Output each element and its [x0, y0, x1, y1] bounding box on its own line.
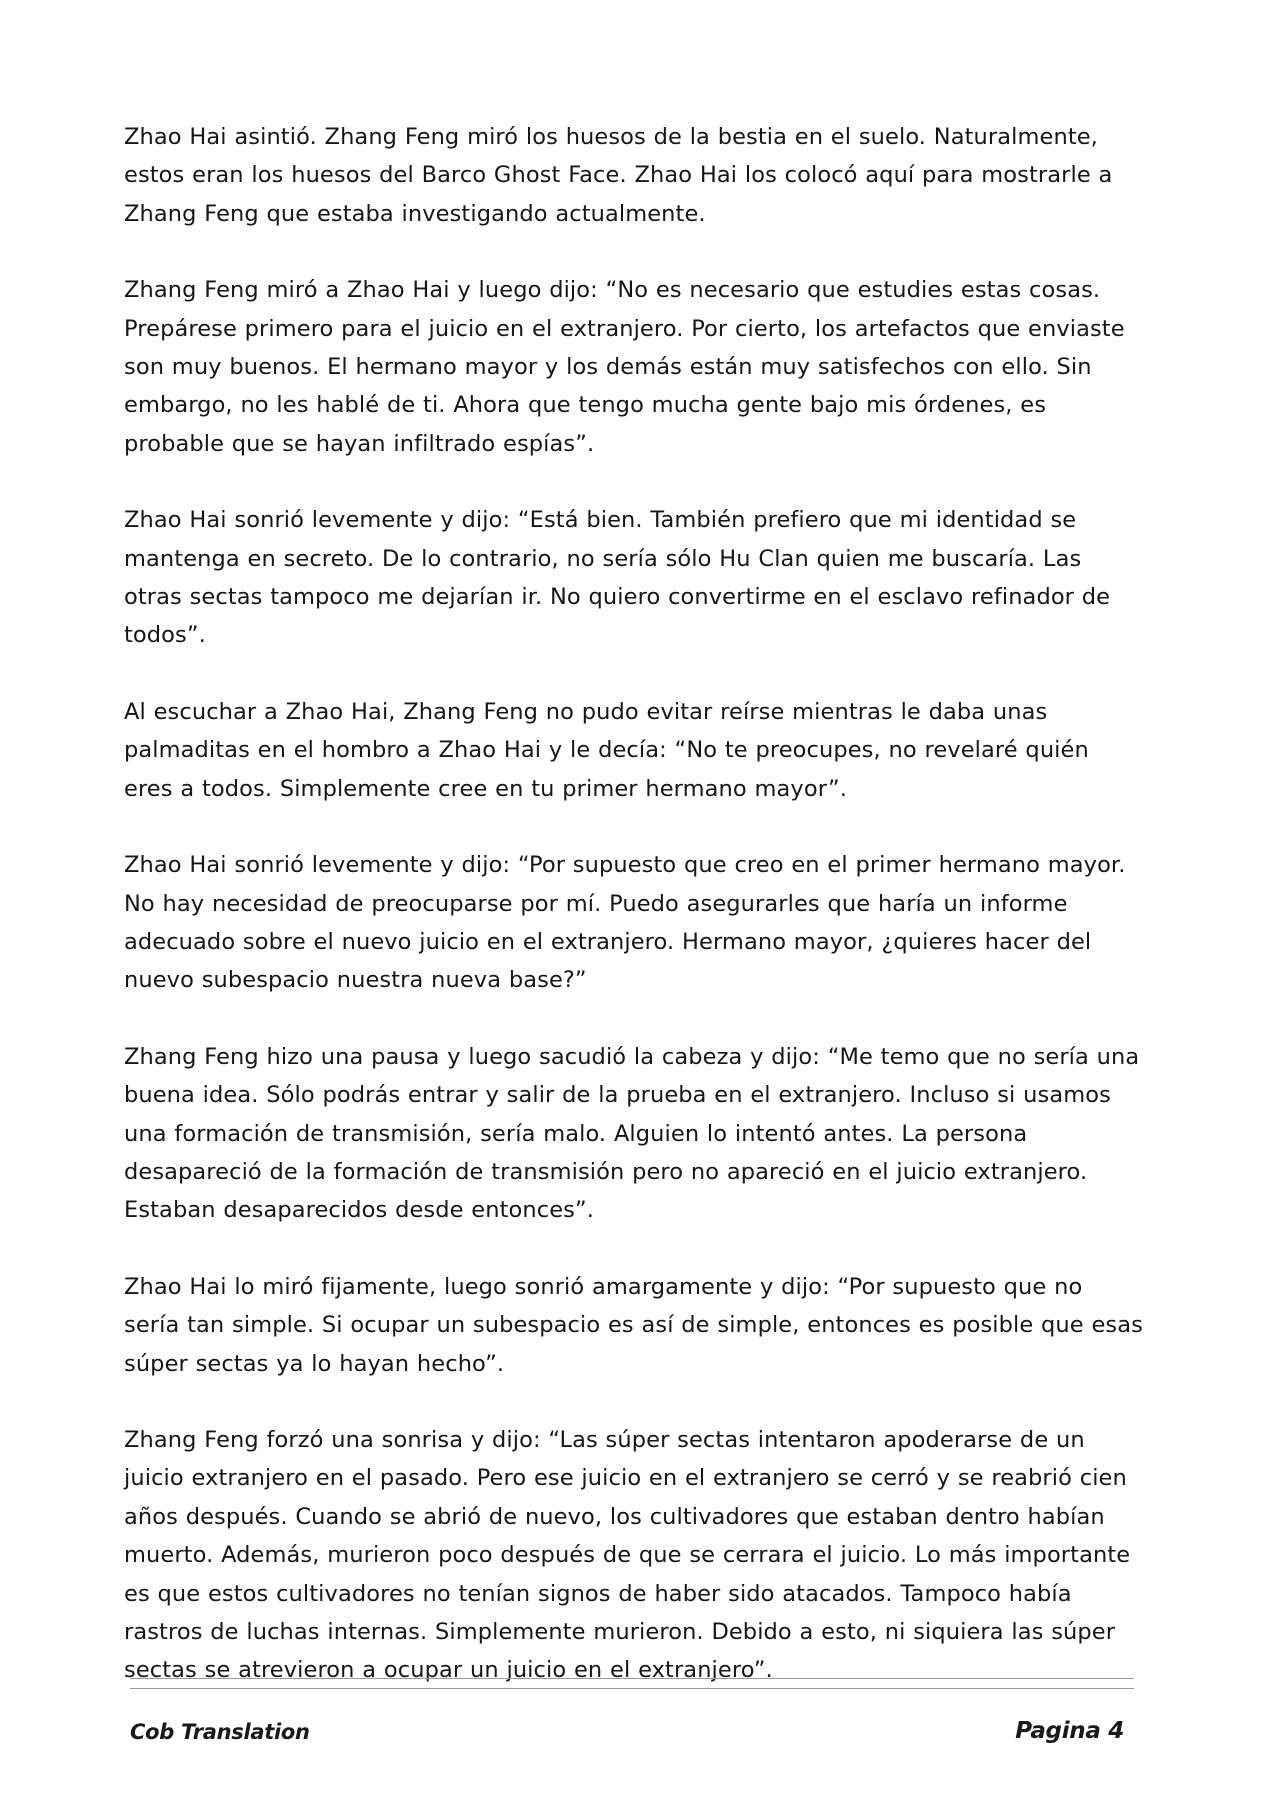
paragraph-1: Zhao Hai asintió. Zhang Feng miró los huesos de la bestia en el suelo. Naturalmente, estos eran los huesos del Barco Ghost Face. Zhao Hai los colocó aquí para mostrarle a Zhang Feng que estaba investigando actualmente.	[124, 124, 1113, 227]
paragraph-5: Zhao Hai sonrió levemente y dijo: “Por supuesto que creo en el primer hermano mayor. No hay necesidad de preocuparse por mí. Puedo asegurarles que haría un informe adecuado sobre el nuevo juicio en el extranjero. Hermano mayor, ¿quieres hacer del nuevo subespacio nuestra nueva base?”	[124, 852, 1126, 994]
paragraph-4: Al escuchar a Zhao Hai, Zhang Feng no pudo evitar reírse mientras le daba unas palmaditas en el hombro a Zhao Hai y le decía: “No te preocupes, no revelaré quién eres a todos. Simplemente cree en tu primer hermano mayor”.	[124, 698, 1089, 802]
footer-divider-top	[130, 1678, 1134, 1679]
footer-publisher: Cob Translation	[130, 1720, 310, 1744]
paragraph-3: Zhao Hai sonrió levemente y dijo: “Está bien. También prefiero que mi identidad se mantenga en secreto. De lo contrario, no sería sólo Hu Clan quien me buscaría. Las otras sectas tampoco me dejarían ir. No quiero convertirme en el esclavo refinador de todos”.	[124, 507, 1111, 649]
paragraph-2: Zhang Feng miró a Zhao Hai y luego dijo: “No es necesario que estudies estas cosas. Prepárese primero para el juicio en el extranjero. Por cierto, los artefactos que enviaste son muy buenos. El hermano mayor y los demás están muy satisfechos con ello. Sin embargo, no les hablé de ti. Ahora que tengo mucha gente bajo mis órdenes, es probable que se hayan infiltrado espías”.	[124, 277, 1125, 457]
paragraph-6: Zhang Feng hizo una pausa y luego sacudió la cabeza y dijo: “Me temo que no sería una buena idea. Sólo podrás entrar y salir de la prueba en el extranjero. Incluso si usamos una formación de transmisión, sería malo. Alguien lo intentó antes. La persona desapareció de la formación de transmisión pero no apareció en el juicio extranjero. Estaban desaparecidos desde entonces”.	[124, 1043, 1140, 1224]
footer-divider-bottom	[130, 1688, 1134, 1689]
footer-page-number: Pagina 4	[1015, 1718, 1124, 1744]
page-body	[124, 118, 1144, 1728]
paragraph-8: Zhang Feng forzó una sonrisa y dijo: “Las súper sectas intentaron apoderarse de un juicio extranjero en el pasado. Pero ese juicio en el extranjero se cerró y se reabrió cien años después. Cuando se abrió de nuevo, los cultivadores que estaban dentro habían muerto. Además, murieron poco después de que se cerrara el juicio. Lo más importante es que estos cultivadores no tenían signos de haber sido atacados. Tampoco había rastros de luchas internas. Simplemente murieron. Debido a esto, ni siquiera las súper sectas se atrevieron a ocupar un juicio en el extranjero”.	[124, 1426, 1131, 1684]
paragraph-7: Zhao Hai lo miró fijamente, luego sonrió amargamente y dijo: “Por supuesto que no sería tan simple. Si ocupar un subespacio es así de simple, entonces es posible que esas súper sectas ya lo hayan hecho”.	[124, 1273, 1143, 1377]
